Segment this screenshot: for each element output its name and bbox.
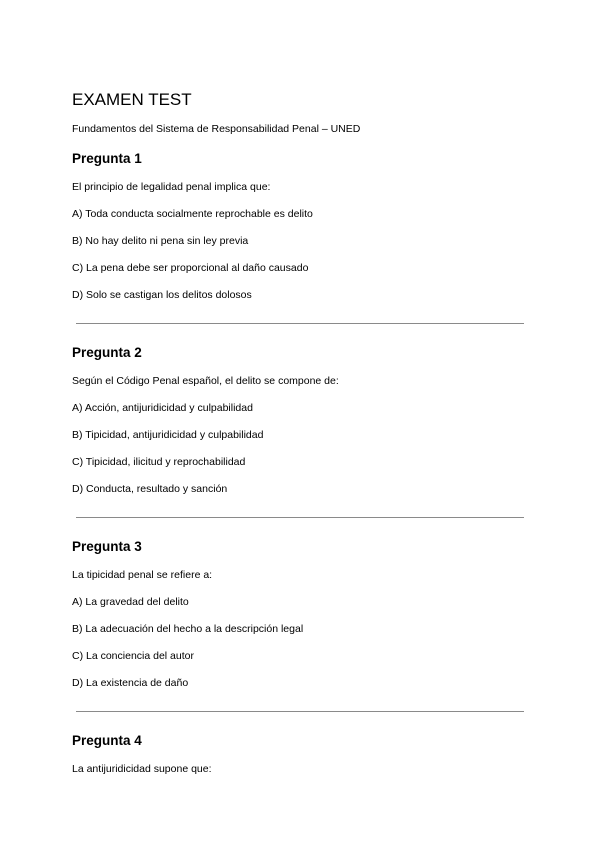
question-stem: La antijuridicidad supone que: (72, 763, 212, 775)
question-1 (72, 151, 524, 324)
question-4 (72, 733, 524, 776)
question-heading: Pregunta 3 (72, 539, 142, 554)
answer-option-a: A) La gravedad del delito (72, 596, 189, 608)
answer-option-b: B) Tipicidad, antijuridicidad y culpabilidad (72, 429, 264, 441)
question-divider (76, 711, 524, 712)
answer-option-c: C) La pena debe ser proporcional al daño causado (72, 262, 309, 274)
answer-option-a: A) Toda conducta socialmente reprochable es delito (72, 208, 313, 220)
question-2 (72, 345, 524, 518)
document-body (72, 90, 524, 776)
question-divider (76, 517, 524, 518)
question-heading: Pregunta 2 (72, 345, 142, 360)
question-stem: El principio de legalidad penal implica que: (72, 181, 271, 193)
question-heading: Pregunta 4 (72, 733, 142, 748)
answer-option-b: B) No hay delito ni pena sin ley previa (72, 235, 249, 247)
question-heading: Pregunta 1 (72, 151, 142, 166)
question-stem: Según el Código Penal español, el delito se compone de: (72, 375, 339, 387)
page-subtitle: Fundamentos del Sistema de Responsabilidad Penal – UNED (72, 123, 361, 135)
question-stem: La tipicidad penal se refiere a: (72, 569, 213, 581)
answer-option-c: C) La conciencia del autor (72, 650, 194, 662)
question-divider (76, 323, 524, 324)
answer-option-d: D) Solo se castigan los delitos dolosos (72, 289, 252, 301)
page-title: EXAMEN TEST (72, 90, 192, 109)
answer-option-d: D) Conducta, resultado y sanción (72, 483, 228, 495)
answer-option-b: B) La adecuación del hecho a la descripción legal (72, 623, 304, 635)
question-3 (72, 539, 524, 712)
answer-option-d: D) La existencia de daño (72, 677, 189, 689)
answer-option-a: A) Acción, antijuridicidad y culpabilidad (72, 402, 253, 414)
answer-option-c: C) Tipicidad, ilicitud y reprochabilidad (72, 456, 246, 468)
